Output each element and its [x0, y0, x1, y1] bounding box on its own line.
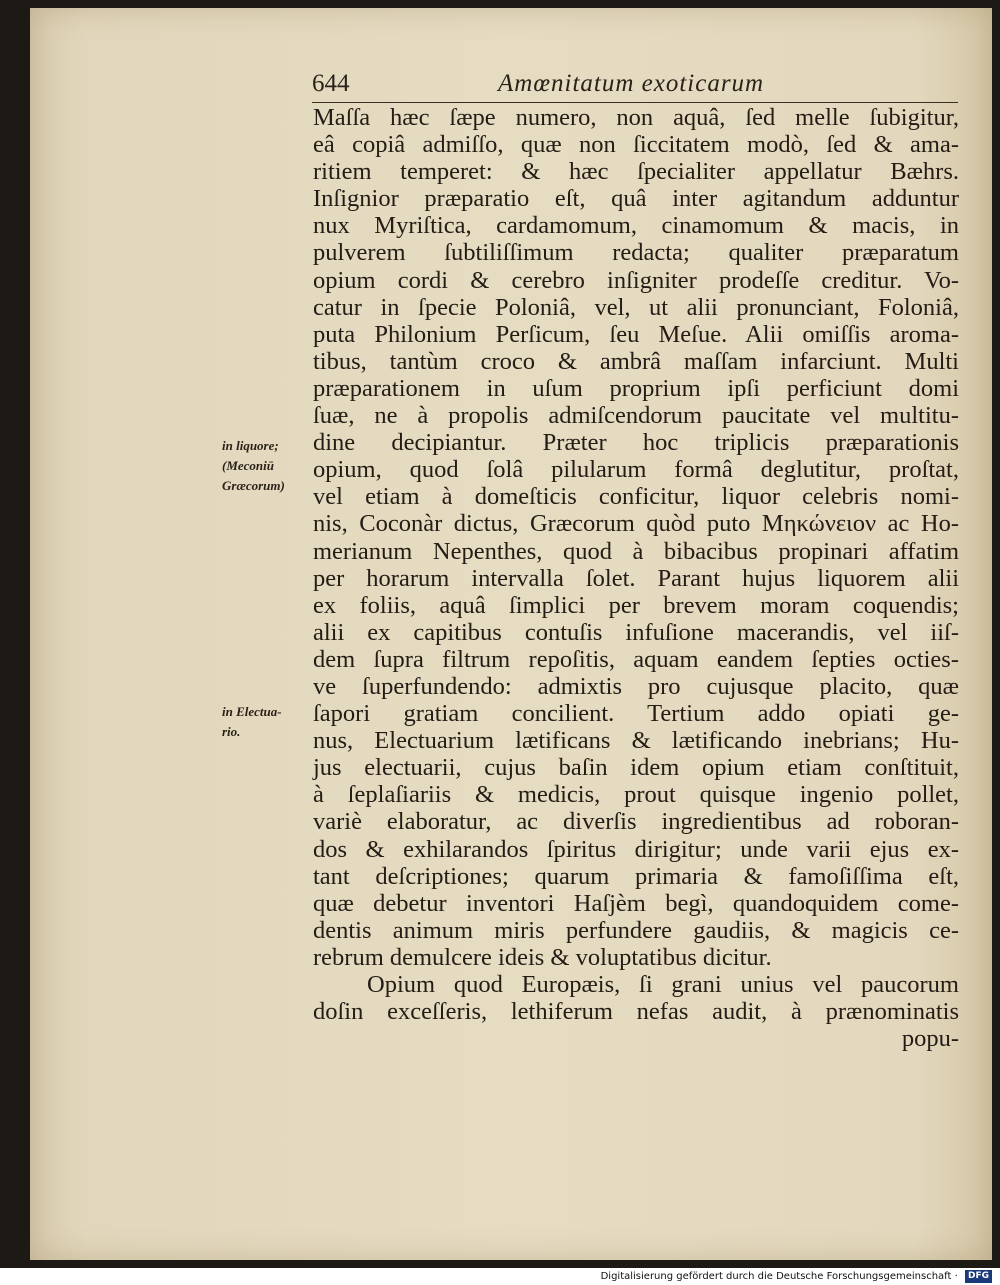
text-line: ſuæ, ne à propolis admiſcendorum paucitate vel multitu-	[313, 402, 959, 430]
text-line: Inſignior præparatio eſt, quâ inter agitandum adduntur	[313, 185, 959, 213]
text-line: puta Philonium Perſicum, ſeu Meſue. Alii omiſſis aroma-	[313, 320, 959, 348]
margin-note-line: Græcorum)	[222, 478, 285, 493]
dfg-logo: DFG	[965, 1270, 992, 1283]
text-line: alii ex capitibus contuſis infuſione macerandis, vel iiſ-	[313, 618, 959, 646]
body-text	[313, 104, 959, 1052]
page-number: 644	[312, 70, 350, 97]
text-line: tant deſcriptiones; quarum primaria & famoſiſſima eſt,	[313, 862, 959, 890]
text-line: nux Myriſtica, cardamomum, cinamomum & macis, in	[313, 212, 959, 240]
catchword: popu-	[901, 1025, 959, 1053]
margin-note-line: (Meconiū	[222, 458, 274, 473]
text-line: pulverem ſubtiliſſimum redacta; qualiter præparatum	[313, 239, 959, 267]
text-line: nis, Coconàr dictus, Græcorum quòd puto Μηκώνειον ac Ho-	[313, 510, 959, 538]
text-line: dem ſupra filtrum repoſitis, aquam eandem ſepties octies-	[313, 645, 959, 673]
text-line: ritiem temperet: & hæc ſpecialiter appellatur Bæhrs.	[313, 158, 959, 186]
text-line: Maſſa hæc ſæpe numero, non aquâ, ſed melle ſubigitur,	[313, 104, 959, 131]
text-line: Opium quod Europæis, ſi grani unius vel paucorum	[367, 971, 959, 998]
text-line: variè elaboratur, ac diverſis ingredientibus ad roboran-	[313, 808, 959, 836]
text-line: merianum Nepenthes, quod à bibacibus propinari affatim	[313, 537, 959, 565]
text-line: ex foliis, aquâ ſimplici per brevem moram coquendis;	[313, 591, 959, 619]
text-line: ve ſuperfundendo: admixtis pro cujusque placito, quæ	[313, 672, 959, 700]
text-line: per horarum intervalla ſolet. Parant hujus liquorem alii	[313, 564, 959, 592]
text-line: rebrum demulcere ideis & voluptatibus dicitur.	[313, 943, 772, 971]
text-line: opium, quod ſolâ pilularum formâ deglutitur, proſtat,	[313, 456, 959, 484]
text-line: ſapori gratiam concilient. Tertium addo opiati ge-	[313, 700, 959, 728]
text-line: eâ copiâ admiſſo, quæ non ſiccitatem modò, ſed & ama-	[313, 131, 959, 159]
text-line: dos & exhilarandos ſpiritus dirigitur; unde varii ejus ex-	[313, 835, 959, 863]
text-line: præparationem in uſum proprium ipſi perficiunt domi	[313, 374, 959, 402]
text-line: opium cordi & cerebro inſigniter prodeſſe creditur. Vo-	[313, 266, 959, 294]
text-line: quæ debetur inventori Haſjèm begì, quandoquidem come-	[313, 889, 959, 917]
text-line: nus, Electuarium lætificans & lætificando inebrians; Hu-	[313, 727, 959, 755]
footer-text: Digitalisierung gefördert durch die Deutsche Forschungsgemeinschaft ·	[600, 1271, 958, 1282]
running-head	[312, 70, 958, 103]
digitization-footer	[601, 1268, 992, 1285]
text-line: vel etiam à domeſticis conficitur, liquor celebris nomi-	[313, 483, 959, 511]
text-line: dine decipiantur. Præter hoc triplicis præparationis	[313, 429, 959, 457]
margin-note-line: rio.	[222, 724, 241, 739]
margin-note-line: in Electua-	[222, 704, 282, 719]
text-line: à ſeplaſiariis & medicis, prout quisque ingenio pollet,	[313, 781, 959, 809]
text-line: tibus, tantùm croco & ambrâ maſſam infarciunt. Multi	[313, 347, 959, 375]
text-line: jus electuarii, cujus baſin idem opium etiam conſtituit,	[313, 754, 959, 782]
margin-note-electuario	[222, 702, 314, 742]
margin-note-liquore	[222, 436, 314, 496]
text-line: dentis animum miris perfundere gaudiis, & magicis ce-	[313, 916, 959, 944]
text-line: catur in ſpecie Poloniâ, vel, ut alii pronunciant, Foloniâ,	[313, 293, 959, 321]
margin-note-line: in liquore;	[222, 438, 279, 453]
text-line: doſin exceſſeris, lethiferum nefas audit, à prænominatis	[313, 998, 959, 1026]
running-title: Amœnitatum exoticarum	[498, 70, 765, 97]
